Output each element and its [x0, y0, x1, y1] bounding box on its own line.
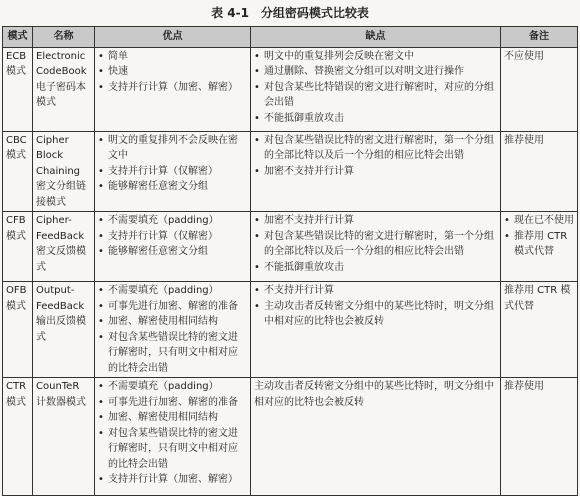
pro-list	[98, 49, 247, 96]
mode-cell: CBC 模式	[3, 131, 33, 212]
cons-cell: 主动攻击者反转密文分组中的某些比特时，明文分组中相对应的比特也会被反转	[251, 378, 501, 496]
header-cons: 缺点	[251, 27, 501, 48]
mode-cell: ECB 模式	[3, 47, 33, 131]
con-item: • 主动攻击者反转密文分组中的某些比特时，明文分组中相对应的比特也会被反转	[254, 299, 497, 330]
pro-item: • 不需要填充（padding）	[98, 379, 247, 395]
name-cell: CounTeR 计数器模式	[33, 378, 95, 496]
pro-item: • 能够解密任意密文分组	[98, 244, 247, 260]
notes-cell: 推荐用 CTR 模式代替	[501, 282, 578, 378]
pro-item: • 支持并行计算（仅解密）	[98, 164, 247, 180]
con-list	[254, 133, 497, 180]
pros-cell	[95, 282, 251, 378]
name-cell: Output-FeedBack 输出反馈模式	[33, 282, 95, 378]
note-list	[504, 213, 574, 260]
pro-item: • 对包含某些错误比特的密文进行解密时，只有明文中相对应的比特会出错	[98, 426, 247, 473]
pro-item: • 快速	[98, 64, 247, 80]
table-row	[3, 212, 578, 282]
pro-list	[98, 283, 247, 376]
mode-comparison-table	[2, 26, 578, 496]
pro-item: • 简单	[98, 49, 247, 65]
mode-cell: OFB 模式	[3, 282, 33, 378]
pro-item: • 支持并行计算（仅解密）	[98, 229, 247, 245]
pro-item: • 支持并行计算（加密、解密）	[98, 80, 247, 96]
pro-item: • 支持并行计算（加密、解密）	[98, 472, 247, 488]
pro-item: • 对包含某些错误比特的密文进行解密时，只有明文中相对应的比特会出错	[98, 330, 247, 377]
con-item: • 通过删除、替换密文分组可以对明文进行操作	[254, 64, 497, 80]
con-item: • 加密不支持并行计算	[254, 213, 497, 229]
note-item: • 推荐用 CTR 模式代替	[504, 229, 574, 260]
pro-item: • 可事先进行加密、解密的准备	[98, 395, 247, 411]
table-row	[3, 282, 578, 378]
name-cell: Cipher-FeedBack 密文反馈模式	[33, 212, 95, 282]
table-row	[3, 378, 578, 496]
con-item: • 不支持并行计算	[254, 283, 497, 299]
header-pros: 优点	[95, 27, 251, 48]
cons-cell	[251, 131, 501, 212]
pros-cell	[95, 131, 251, 212]
notes-cell	[501, 212, 578, 282]
pro-item: • 加密、解密使用相同结构	[98, 410, 247, 426]
table-row	[3, 131, 578, 212]
header-notes: 备注	[501, 27, 578, 48]
con-list	[254, 49, 497, 127]
pro-item: • 可事先进行加密、解密的准备	[98, 299, 247, 315]
pros-cell	[95, 212, 251, 282]
cons-cell	[251, 282, 501, 378]
cons-cell	[251, 212, 501, 282]
name-cell: Cipher Block Chaining 密文分组链接模式	[33, 131, 95, 212]
table-row	[3, 47, 578, 131]
con-item: • 对包含某些错误比特的密文进行解密时，第一个分组的全部比特以及后一个分组的相应比特会出错	[254, 229, 497, 260]
con-list	[254, 283, 497, 330]
pro-list	[98, 133, 247, 195]
pro-item: • 不需要填充（padding）	[98, 283, 247, 299]
notes-cell: 推荐使用	[501, 378, 578, 496]
notes-cell: 推荐使用	[501, 131, 578, 212]
pros-cell	[95, 47, 251, 131]
con-list	[254, 213, 497, 275]
con-item: • 对包含某些比特错误的密文进行解密时，对应的分组会出错	[254, 80, 497, 111]
header-row	[3, 27, 578, 48]
pro-list	[98, 213, 247, 260]
pro-item: • 明文的重复排列不会反映在密文中	[98, 133, 247, 164]
con-item: • 不能抵御重放攻击	[254, 260, 497, 276]
pro-list	[98, 379, 247, 488]
table-caption: 表 4-1 分组密码模式比较表	[211, 6, 369, 20]
notes-cell: 不应使用	[501, 47, 578, 131]
con-item: • 不能抵御重放攻击	[254, 111, 497, 127]
pro-item: • 能够解密任意密文分组	[98, 179, 247, 195]
note-item: • 现在已不使用	[504, 213, 574, 229]
header-name: 名称	[33, 27, 95, 48]
mode-cell: CTR 模式	[3, 378, 33, 496]
name-cell: Electronic CodeBook 电子密码本模式	[33, 47, 95, 131]
mode-cell: CFB 模式	[3, 212, 33, 282]
con-item: • 明文中的重复排列会反映在密文中	[254, 49, 497, 65]
pro-item: • 不需要填充（padding）	[98, 213, 247, 229]
pro-item: • 加密、解密使用相同结构	[98, 314, 247, 330]
pros-cell	[95, 378, 251, 496]
con-item: • 加密不支持并行计算	[254, 164, 497, 180]
cons-cell	[251, 47, 501, 131]
header-mode: 模式	[3, 27, 33, 48]
con-item: • 对包含某些错误比特的密文进行解密时，第一个分组的全部比特以及后一个分组的相应比特会出错	[254, 133, 497, 164]
